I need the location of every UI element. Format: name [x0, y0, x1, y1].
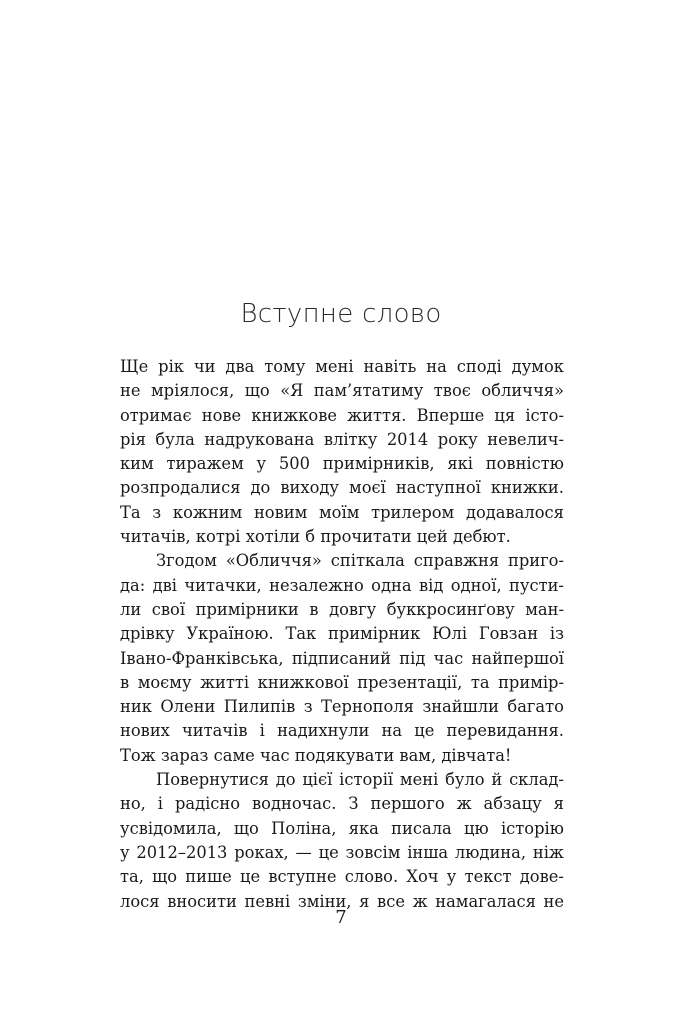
text-line: [120, 841, 564, 865]
word: Так: [285, 624, 317, 644]
word: навіть: [363, 357, 417, 376]
word: презентації,: [357, 672, 463, 692]
word: склад-: [509, 770, 564, 790]
text-line: [120, 598, 564, 622]
word: хотіли: [245, 527, 301, 547]
word: ман-: [525, 599, 564, 619]
word: істо-: [525, 405, 564, 425]
text-line: [120, 404, 564, 428]
word: пам’ятатиму: [313, 381, 424, 401]
word: які: [447, 454, 473, 474]
text-line: [120, 525, 564, 549]
word: у: [120, 842, 130, 862]
word: невелич-: [487, 429, 564, 449]
word: споді: [456, 357, 502, 376]
word: «Обличчя»: [225, 551, 322, 571]
word: з: [152, 502, 162, 522]
word: дове-: [519, 867, 564, 887]
word: ніж: [532, 842, 564, 862]
word: певні: [244, 891, 291, 911]
text-line: [120, 744, 564, 768]
text-line: [120, 865, 564, 889]
word: і: [259, 721, 265, 741]
word: житті: [200, 672, 250, 692]
text-line: [120, 452, 564, 476]
word: кожним: [172, 502, 243, 522]
word: примірників,: [322, 454, 435, 474]
text-line: [120, 355, 564, 379]
word: дівчата!: [441, 745, 512, 765]
word: новим: [253, 502, 308, 522]
word: вступне: [268, 867, 337, 887]
word: історію: [500, 818, 564, 838]
text-line: [120, 695, 564, 719]
word: саме: [213, 745, 255, 765]
word: роках,: [234, 842, 289, 862]
word: трилером: [371, 502, 455, 522]
word: на: [426, 357, 447, 376]
word: життя.: [347, 405, 407, 425]
word: Згодом: [156, 551, 217, 571]
word: читачів,: [120, 527, 191, 547]
word: да:: [120, 575, 146, 595]
word: в: [309, 599, 319, 619]
word: но,: [120, 794, 146, 814]
word: мріялося,: [150, 381, 235, 401]
text-line: [120, 428, 564, 452]
word: і: [157, 794, 163, 814]
word: до: [275, 770, 296, 790]
word: текст: [464, 867, 512, 887]
text-line: [120, 549, 564, 573]
word: Говзан: [478, 624, 539, 644]
text-line: [120, 574, 564, 598]
word: що: [152, 867, 178, 887]
word: Поліна,: [271, 818, 337, 838]
text-line: [120, 622, 564, 646]
word: котрі: [195, 527, 241, 547]
word: Та: [120, 502, 141, 522]
word: З: [348, 794, 359, 814]
word: найпершої: [471, 648, 564, 668]
text-line: [120, 379, 564, 403]
word: абзацу: [483, 794, 542, 814]
word: підписаний: [291, 648, 391, 668]
word: 500: [278, 454, 310, 474]
text-line: [120, 792, 564, 816]
word: історії: [339, 770, 394, 790]
word: примірники: [195, 599, 299, 619]
word: дебют.: [452, 527, 511, 547]
word: вносити: [167, 891, 237, 911]
word: час: [433, 648, 464, 668]
word: мені: [315, 357, 354, 376]
word: примірник: [328, 624, 421, 644]
word: пише: [185, 867, 232, 887]
word: примір-: [498, 672, 564, 692]
word: людина,: [454, 842, 527, 862]
word: нових: [120, 721, 170, 741]
word: моєму: [137, 672, 192, 692]
word: Івано-Франківська,: [120, 648, 284, 668]
word: одна: [371, 575, 412, 595]
word: радісно: [174, 794, 241, 814]
word: читачки,: [184, 575, 262, 595]
word: «Я: [280, 381, 304, 401]
word: цей: [416, 527, 448, 547]
word: одної,: [450, 575, 502, 595]
chapter-title: Вступне слово: [240, 299, 442, 330]
word: слово.: [344, 867, 399, 887]
word: зовсім: [345, 842, 401, 862]
word: року: [437, 429, 478, 449]
word: незалежно: [269, 575, 364, 595]
word: ли: [120, 599, 142, 619]
word: влітку: [323, 429, 378, 449]
word: що: [233, 818, 259, 838]
word: перевидання.: [446, 721, 564, 741]
word: Пилипів: [223, 697, 296, 717]
word: ж: [412, 891, 428, 911]
word: твоє: [433, 381, 471, 401]
word: знайшли: [422, 697, 499, 717]
word: водночас.: [252, 794, 337, 814]
word: розпродалися: [120, 478, 241, 498]
word: рія: [120, 429, 146, 449]
word: прочитати: [320, 527, 412, 547]
word: це: [239, 867, 261, 887]
word: спіткала: [330, 551, 405, 571]
word: цієї: [302, 770, 333, 790]
word: книжкової: [257, 672, 349, 692]
word: мені: [399, 770, 439, 790]
word: з: [303, 697, 313, 717]
word: було: [445, 770, 485, 790]
word: Повернутися: [156, 770, 269, 790]
word: це: [414, 721, 435, 741]
word: отримає: [120, 405, 192, 425]
word: зараз: [160, 745, 209, 765]
word: писала: [391, 818, 452, 838]
word: я: [359, 891, 370, 911]
word: від: [418, 575, 444, 595]
word: під: [399, 648, 426, 668]
word: ця: [494, 405, 516, 425]
word: це: [318, 842, 339, 862]
word: першого: [370, 794, 445, 814]
word: в: [120, 672, 130, 692]
word: була: [155, 429, 195, 449]
word: що: [244, 381, 270, 401]
word: чи: [193, 357, 216, 376]
text-line: [120, 768, 564, 792]
word: у: [446, 867, 457, 887]
text-line: [120, 501, 564, 525]
word: не: [120, 381, 141, 401]
word: Ще: [120, 357, 149, 376]
word: моїм: [319, 502, 360, 522]
word: та: [470, 672, 490, 692]
word: у: [256, 454, 267, 474]
word: намагалася: [435, 891, 536, 911]
text-line: [120, 817, 564, 841]
word: Тож: [120, 745, 156, 765]
word: не: [543, 891, 564, 911]
word: усвідомила,: [120, 818, 222, 838]
word: тиражем: [166, 454, 244, 474]
word: подякувати: [294, 745, 395, 765]
word: тому: [264, 357, 306, 376]
word: Україною.: [186, 624, 274, 644]
word: б: [305, 527, 316, 547]
word: 2014: [386, 429, 429, 449]
word: книжки.: [490, 478, 564, 498]
text-line: [120, 647, 564, 671]
word: додавалося: [465, 502, 564, 522]
word: на: [381, 721, 403, 741]
word: цю: [464, 818, 489, 838]
word: надихнули: [277, 721, 370, 741]
page-number: 7: [335, 907, 347, 928]
word: моєї: [349, 478, 386, 498]
word: надрукована: [204, 429, 315, 449]
word: дрівку: [120, 624, 175, 644]
word: пусти-: [509, 575, 564, 595]
word: Вперше: [416, 405, 485, 425]
text-line: [120, 476, 564, 500]
word: обличчя»: [481, 381, 564, 401]
word: Тернополя: [321, 697, 414, 717]
word: вам,: [399, 745, 437, 765]
word: повністю: [485, 454, 564, 474]
text-line: [120, 719, 564, 743]
word: наступної: [395, 478, 481, 498]
word: із: [549, 624, 564, 644]
word: приго-: [507, 551, 564, 571]
word: ник: [120, 697, 152, 717]
word: багато: [507, 697, 564, 717]
word: буккросинґову: [386, 599, 515, 619]
word: свої: [151, 599, 186, 619]
word: інша: [407, 842, 449, 862]
word: й: [491, 770, 503, 790]
word: лося: [120, 891, 160, 911]
word: два: [225, 357, 255, 376]
word: час: [259, 745, 290, 765]
word: ж: [456, 794, 472, 814]
word: справжня: [413, 551, 500, 571]
word: яка: [348, 818, 379, 838]
word: ким: [120, 454, 154, 474]
word: Хоч: [406, 867, 439, 887]
word: та,: [120, 867, 144, 887]
word: все: [377, 891, 405, 911]
word: читачів: [182, 721, 248, 741]
word: думок: [511, 357, 564, 376]
word: 2012–2013: [136, 842, 228, 862]
word: довгу: [329, 599, 377, 619]
word: рік: [158, 357, 184, 376]
word: я: [553, 794, 564, 814]
word: виходу: [280, 478, 339, 498]
word: —: [295, 842, 312, 862]
word: Олени: [160, 697, 216, 717]
word: Юлі: [432, 624, 468, 644]
word: до: [250, 478, 271, 498]
word: дві: [152, 575, 178, 595]
word: зміни,: [297, 891, 352, 911]
text-line: [120, 671, 564, 695]
body-text: [120, 355, 564, 914]
word: книжкове: [251, 405, 337, 425]
word: нове: [201, 405, 242, 425]
